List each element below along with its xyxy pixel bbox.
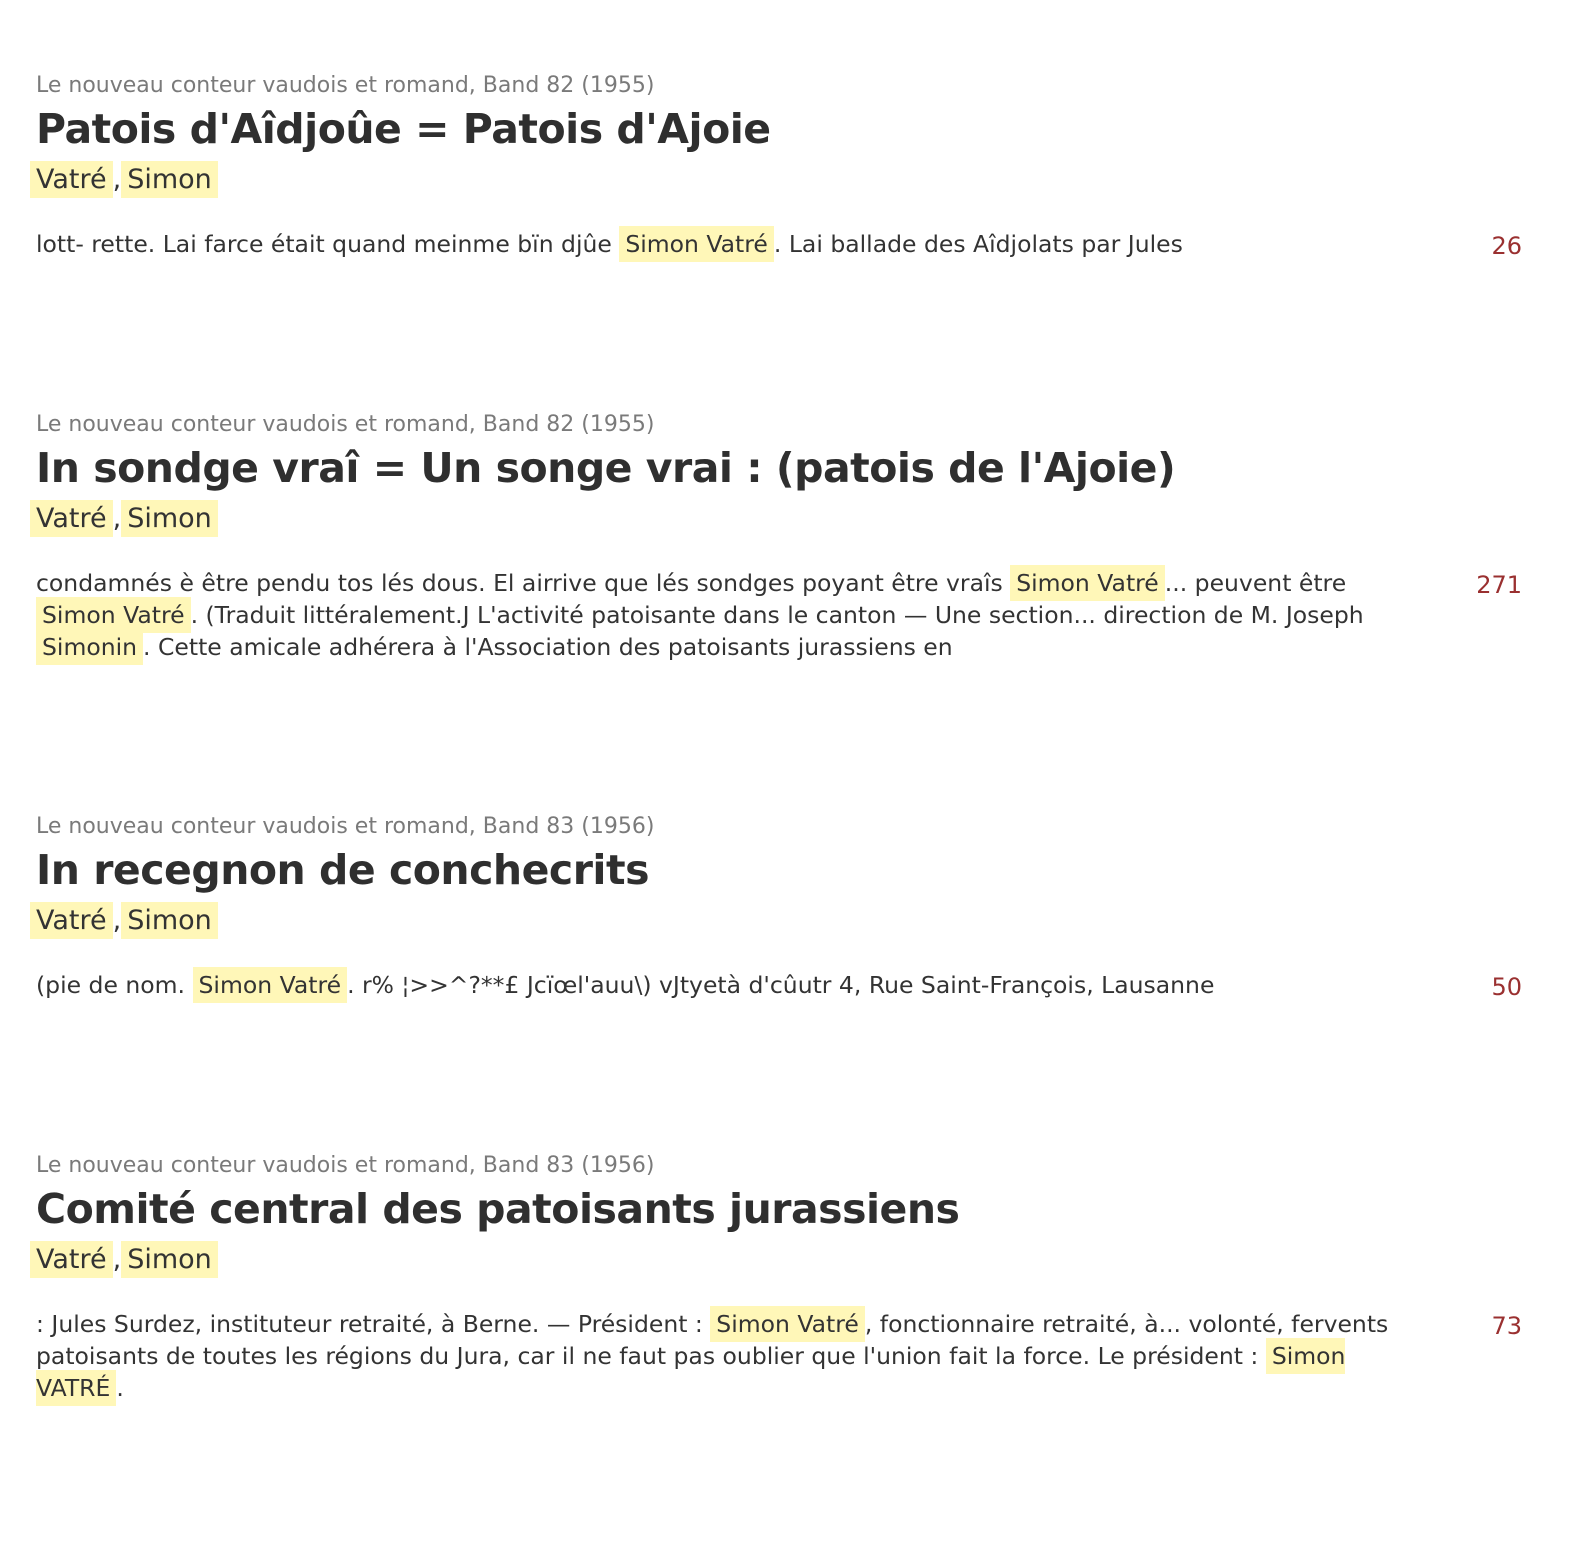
journal-volume: Band 82 (1955) <box>482 73 655 98</box>
snippet-text: . <box>116 1374 124 1402</box>
result-snippet[interactable] <box>36 567 1396 663</box>
journal-name: Le nouveau conteur vaudois et romand <box>36 73 469 98</box>
journal-volume: Band 83 (1956) <box>482 1153 655 1178</box>
author-separator: , <box>112 503 122 534</box>
search-term-highlight: Simonin <box>36 629 143 665</box>
result-authors[interactable] <box>30 499 1528 539</box>
result-authors[interactable] <box>30 160 1528 200</box>
author-first-name: Simon <box>121 500 218 537</box>
result-source[interactable]: Le nouveau conteur vaudois et romand, Band 83 (1956) <box>36 814 655 839</box>
author-separator: , <box>112 164 122 195</box>
author-separator: , <box>112 905 122 936</box>
journal-name: Le nouveau conteur vaudois et romand <box>36 412 469 437</box>
search-result <box>36 1152 1528 1404</box>
page-number[interactable]: 50 <box>1491 973 1522 1001</box>
result-snippet-row <box>36 969 1528 1001</box>
journal-name: Le nouveau conteur vaudois et romand <box>36 1153 469 1178</box>
search-term-highlight: Simon Vatré <box>193 967 348 1003</box>
snippet-text: . Cette amicale adhérera à l'Association des patoisants jurassiens en <box>143 633 953 661</box>
author-first-name: Simon <box>121 902 218 939</box>
search-term-highlight: Simon Vatré <box>1010 565 1165 601</box>
result-title[interactable]: Comité central des patoisants jurassiens <box>36 1185 960 1233</box>
snippet-text: lott- rette. Lai farce était quand meinme bïn djûe <box>36 230 620 258</box>
result-title[interactable]: Patois d'Aîdjoûe = Patois d'Ajoie <box>36 105 771 153</box>
search-result <box>36 411 1528 663</box>
page-number[interactable]: 73 <box>1491 1312 1522 1340</box>
result-source[interactable]: Le nouveau conteur vaudois et romand, Band 82 (1955) <box>36 412 655 437</box>
page-number[interactable]: 271 <box>1476 571 1522 599</box>
page-number[interactable]: 26 <box>1491 232 1522 260</box>
author-last-name: Vatré <box>30 1241 113 1278</box>
result-title[interactable]: In sondge vraî = Un songe vrai : (patois de l'Ajoie) <box>36 444 1176 492</box>
result-title[interactable]: In recegnon de conchecrits <box>36 846 649 894</box>
journal-name: Le nouveau conteur vaudois et romand <box>36 814 469 839</box>
result-snippet-row <box>36 1308 1528 1404</box>
result-source[interactable]: Le nouveau conteur vaudois et romand, Band 83 (1956) <box>36 1153 655 1178</box>
result-snippet-row <box>36 228 1528 260</box>
author-last-name: Vatré <box>30 161 113 198</box>
snippet-text: . r% ¦>>^?**£ Jcïœl'auu\) vJtyetà d'cûutr 4, Rue Saint-François, Lausanne <box>347 971 1215 999</box>
snippet-text: condamnés è être pendu tos lés dous. El airrive que lés sondges poyant être vraîs <box>36 569 1011 597</box>
result-authors[interactable] <box>30 901 1528 941</box>
result-authors[interactable] <box>30 1240 1528 1280</box>
result-snippet[interactable] <box>36 1308 1396 1404</box>
search-term-highlight: Simon Vatré <box>710 1306 865 1342</box>
search-term-highlight: Simon VATRÉ <box>36 1338 1345 1406</box>
result-snippet[interactable] <box>36 228 1396 260</box>
journal-volume: Band 82 (1955) <box>482 412 655 437</box>
author-first-name: Simon <box>121 1241 218 1278</box>
author-first-name: Simon <box>121 161 218 198</box>
snippet-text: . (Traduit littéralement.J L'activité patoisante dans le canton — Une section... direction de M. Joseph <box>190 601 1364 629</box>
snippet-text: ... peuvent être <box>1164 569 1347 597</box>
search-term-highlight: Simon Vatré <box>36 597 191 633</box>
author-last-name: Vatré <box>30 902 113 939</box>
result-snippet[interactable] <box>36 969 1396 1001</box>
result-source[interactable]: Le nouveau conteur vaudois et romand, Band 82 (1955) <box>36 73 655 98</box>
journal-volume: Band 83 (1956) <box>482 814 655 839</box>
search-term-highlight: Simon Vatré <box>619 226 774 262</box>
search-result <box>36 72 1528 260</box>
author-last-name: Vatré <box>30 500 113 537</box>
result-snippet-row <box>36 567 1528 663</box>
search-result <box>36 813 1528 1001</box>
snippet-text: . Lai ballade des Aîdjolats par Jules <box>773 230 1183 258</box>
snippet-text: (pie de nom. <box>36 971 193 999</box>
snippet-text: , fonctionnaire retraité, à... volonté, fervents patoisants de toutes les régions du Jura, car il ne faut pas oublier que l'union fait la force. Le président : <box>36 1310 1389 1370</box>
author-separator: , <box>112 1244 122 1275</box>
snippet-text: : Jules Surdez, instituteur retraité, à Berne. — Président : <box>36 1310 711 1338</box>
